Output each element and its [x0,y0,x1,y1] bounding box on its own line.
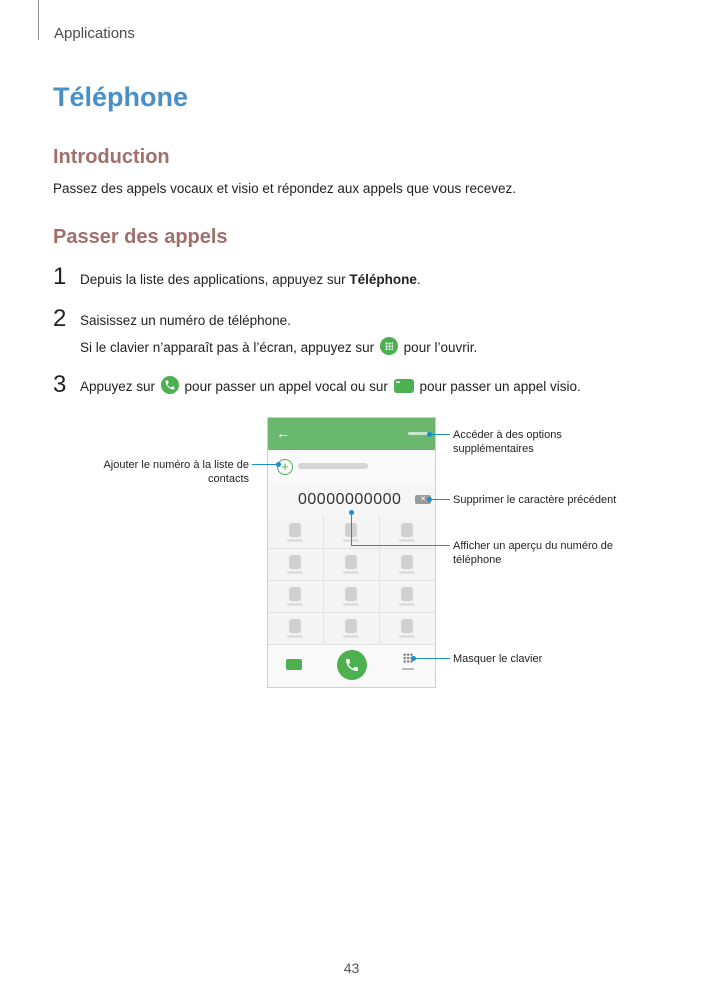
leader-add-contact [252,464,278,465]
voice-call-icon [161,376,179,394]
step-1-number: 1 [53,263,67,290]
video-call-icon [394,379,414,393]
callout-delete-char: Supprimer le caractère précédent [453,494,617,506]
key[interactable] [268,549,324,581]
intro-heading: Introduction [53,146,170,168]
step-2-number: 2 [53,305,67,332]
key[interactable] [324,613,380,645]
callout-add-contact: Ajouter le numéro à la liste de contacts [103,459,249,485]
key[interactable] [324,581,380,613]
key[interactable] [380,613,436,645]
key[interactable] [268,613,324,645]
page-number: 43 [343,960,360,976]
video-call-button[interactable] [286,659,302,670]
key[interactable] [380,581,436,613]
more-options-button[interactable] [408,432,428,435]
key[interactable] [380,549,436,581]
leader-delete [430,499,450,500]
step-3-text: Appuyez sur pour passer un appel vocal ou sur ▪▪▪ pour passer un appel visio. [80,379,581,394]
step-2-line-2: Si le clavier n’apparaît pas à l’écran, appuyez sur pour l’ouvrir. [80,340,477,355]
keypad-icon [380,337,398,355]
dialed-number[interactable]: 00000000000 [298,491,402,508]
back-arrow-icon[interactable]: ← [276,425,290,441]
leader-hide-keypad [414,658,450,659]
backspace-button[interactable]: ✕ [415,495,431,504]
callout-preview: Afficher un aperçu du numéro de téléphone [453,540,614,566]
page-title: Téléphone [53,82,189,112]
key[interactable] [268,517,324,549]
key[interactable] [324,549,380,581]
calls-heading: Passer des appels [53,226,228,248]
margin-rule [38,0,39,40]
leader-options [430,434,450,435]
leader-preview-vertical [351,512,352,546]
callout-options: Accéder à des options supplémentaires [453,429,562,455]
step-2-line-1: Saisissez un numéro de téléphone. [80,313,291,328]
leader-preview [351,545,450,546]
leader-dot [427,497,432,502]
step-1-text: Depuis la liste des applications, appuyez sur Téléphone. [80,272,421,287]
hide-keypad-underline [402,668,414,670]
leader-dot [349,510,354,515]
phone-app-name: Téléphone [349,272,417,287]
key[interactable] [268,581,324,613]
step-3-number: 3 [53,371,67,398]
leader-dot [427,432,432,437]
intro-text: Passez des appels vocaux et visio et répondez aux appels que vous recevez. [53,181,517,196]
phone-screenshot [267,417,436,688]
callout-hide-keypad: Masquer le clavier [453,653,543,665]
leader-dot [276,462,281,467]
call-button[interactable] [337,650,367,680]
section-header: Applications [54,25,135,42]
add-contact-label-blurred [298,463,368,469]
leader-dot [411,656,416,661]
add-contact-button[interactable]: + [277,459,293,475]
